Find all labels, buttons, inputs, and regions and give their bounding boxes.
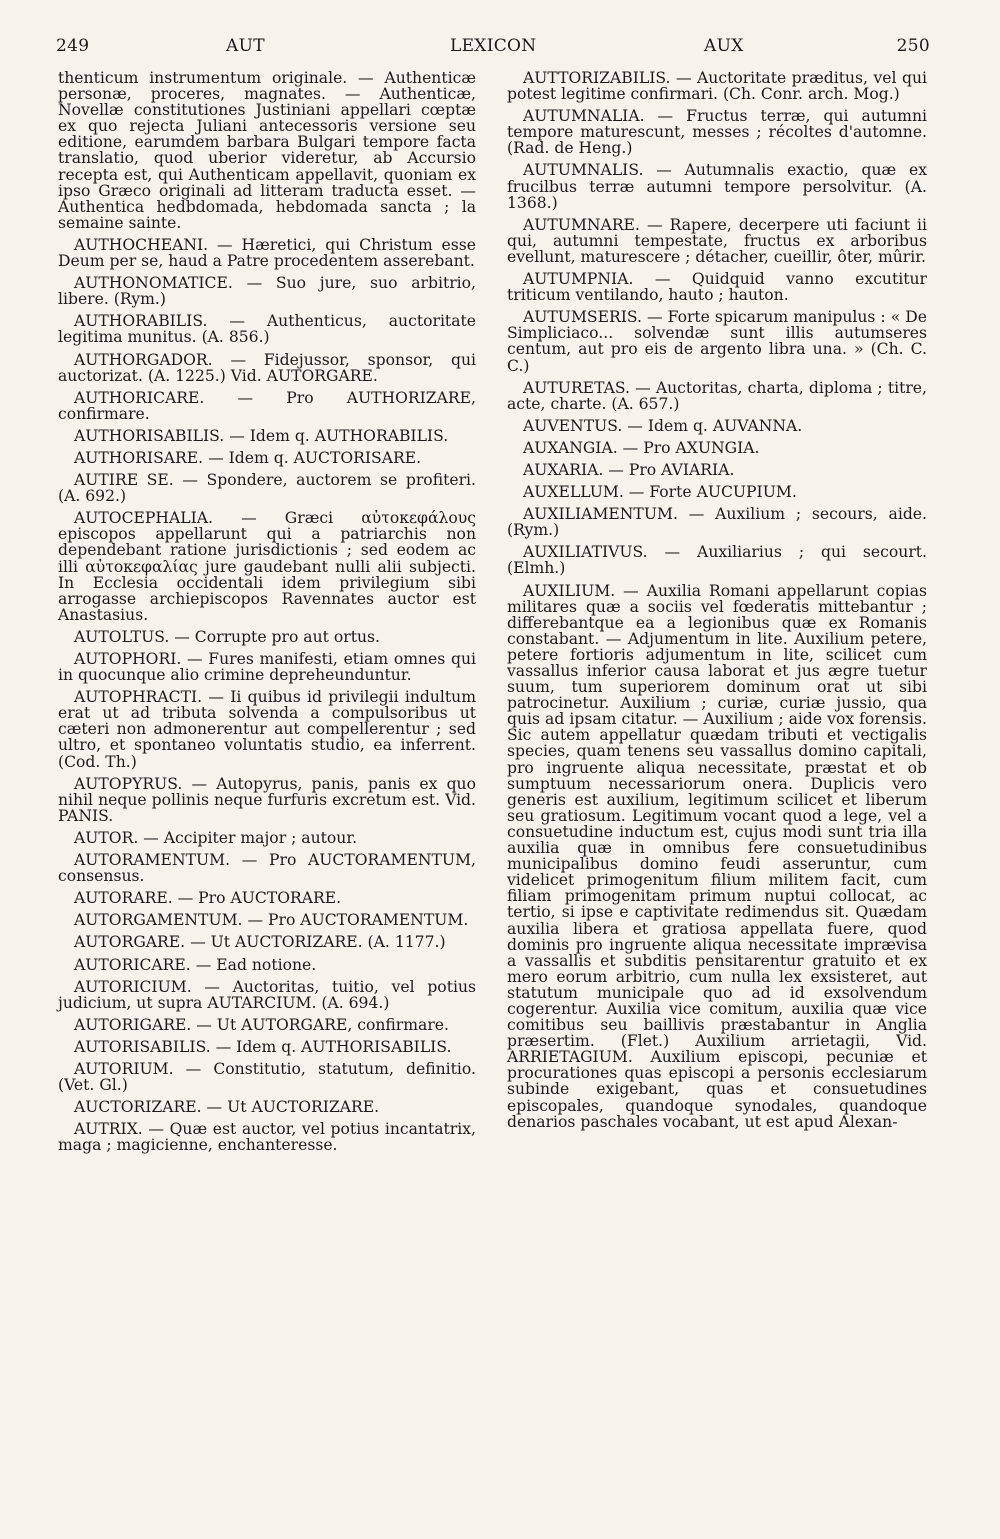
entry: AUTHORGADOR. — Fidejussor, sponsor, qui auctorizat. (A. 1225.) Vid. AUTORGARE. xyxy=(58,350,476,385)
entry: AUTOCEPHALIA. — Græci αὐτοκεφάλους episcopos appellarunt qui a patriarchis non dependebant ratione jurisdictionis ; sed eodem ac illi αὐτοκεφαλίας jure gaudebant nulli alii subjecti. In Ecclesia occidentali idem privilegium sibi arrogasse archiepiscopos Ravennates auctor est Anastasius. xyxy=(58,509,476,624)
entry: AUTORICIUM. — Auctoritas, tuitio, vel potius judicium, ut supra AUTARCIUM. (A. 694.) xyxy=(58,977,476,1012)
entry: AUCTORIZARE. — Ut AUCTORIZARE. xyxy=(74,1098,380,1117)
center-running-title: LEXICON xyxy=(450,36,537,56)
entry: AUTORGAMENTUM. — Pro AUCTORAMENTUM. xyxy=(74,911,469,930)
entry: AUTORGARE. — Ut AUCTORIZARE. (A. 1177.) xyxy=(74,933,446,952)
entry: AUTOPHORI. — Fures manifesti, etiam omnes qui in quocunque alio crimine depreheunduntur. xyxy=(58,650,476,685)
running-head xyxy=(56,36,930,62)
entry: AUXILIAMENTUM. — Auxilium ; secours, aide. (Rym.) xyxy=(507,505,927,540)
entry: AUXARIA. — Pro AVIARIA. xyxy=(523,460,735,479)
entry: AUXILIATIVUS. — Auxiliarius ; qui secourt. (Elmh.) xyxy=(507,543,927,578)
left-running-word: AUT xyxy=(226,36,265,56)
entry: thenticum instrumentum originale. — Authenticæ personæ, proceres, magnates. — Authenticæ, Novellæ constitutiones Justiniani appellari cœptæ ex quo rejecta Juliani antecessoris versione seu editione, earumdem barbara Bulgari tempore facta translatio, quod uberior videretur, ab Accursio recepta est, qui Authenticam appellavit, quoniam ex ipso Græco originali ad litteram traducta esset. — Authentica hedbdomada, hebdomada sancta ; la semaine sainte. xyxy=(58,69,476,232)
entry: AUTUMNALIA. — Fructus terræ, qui autumni tempore maturescunt, messes ; récoltes d'automne. (Rad. de Heng.) xyxy=(507,107,927,158)
entry: AUTORICARE. — Ead notione. xyxy=(74,955,317,974)
entry: AUTHORABILIS. — Authenticus, auctoritate legitima munitus. (A. 856.) xyxy=(58,312,476,347)
entry: AUTUMPNIA. — Quidquid vanno excutitur triticum ventilando, hauto ; hauton. xyxy=(507,270,927,305)
entry: AUVENTUS. — Idem q. AUVANNA. xyxy=(523,416,803,435)
entry: AUXELLUM. — Forte AUCUPIUM. xyxy=(523,483,797,502)
entry: AUTHORICARE. — Pro AUTHORIZARE, confirmare. xyxy=(58,388,476,423)
entry: AUTORAMENTUM. — Pro AUCTORAMENTUM, consensus. xyxy=(58,851,476,886)
left-column xyxy=(58,70,476,1159)
entry: AUTUMNALIS. — Autumnalis exactio, quæ ex frucilbus terræ autumni tempore persolvitur. (A. 1368.) xyxy=(507,161,927,212)
entry: AUTRIX. — Quæ est auctor, vel potius incantatrix, maga ; magicienne, enchanteresse. xyxy=(58,1120,476,1155)
entry: AUXILIUM. — Auxilia Romani appellarunt copias militares quæ a sociis vel fœderatis mittebantur ; differebantque ea a legionibus quæ ex Romanis constabant. — Adjumentum in lite. Auxilium petere, petere fortioris adjumentum in lite, scilicet cum vassallus inferior causa laborat et jus ægre tuetur suum, tum superiorem dominum orat ut sibi patrocinetur. Auxilium ; curiæ, curiæ jussio, qua quis ad ipsam citatur. — Auxilium ; aide vox forensis. Sic autem appellatur quædam tributi et vectigalis species, quam tenens seu vassallus domino capitali, pro ingruente aliqua necessitate, præstat et ob sumptuum necessariorum onera. Duplicis vero generis est auxilium, legitimum scilicet et liberum seu gratiosum. Legitimum vocant quod a lege, vel a consuetudine inductum est, cujus modi sunt tria illa auxilia quæ in omnibus fere consuetudinibus municipalibus domino feudi asseruntur, cum videlicet primogenitum filium militem facit, cum filiam primogenitam primum nuptui collocat, ac tertio, si ipse e captivitate redimendus sit. Quædam auxilia libera et gratiosa appellata fuere, quod dominis pro ingruente aliqua necessitate imprævisa a vassallis et subditis pensitarentur gratuito et ex mero eorum arbitrio, cum nulla lex exsisteret, aut statutum municipale quo ad id exsolvendum cogerentur. Auxilia vice comitum, auxilia quæ vice comitibus seu baillivis præstabantur in Anglia præsertim. (Flet.) Auxilium arrietagii, Vid. ARRIETAGIUM. Auxilium episcopi, pecuniæ et procurationes quas episcopi a personis ecclesiarum subinde exigebant, quas et consuetudines episcopales, quandoque synodales, quandoque denarios paschales vocabant, ut est apud Alexan- xyxy=(507,581,927,1131)
entry: AUTORIGARE. — Ut AUTORGARE, confirmare. xyxy=(74,1015,449,1034)
entry: AUTTORIZABILIS. — Auctoritate præditus, vel qui potest legitime confirmari. (Ch. Conr. arch. Mog.) xyxy=(507,69,927,104)
entry: AUTHONOMATICE. — Suo jure, suo arbitrio, libere. (Rym.) xyxy=(58,274,476,309)
entry: AUTHORISABILIS. — Idem q. AUTHORABILIS. xyxy=(74,426,449,445)
left-page-number: 249 xyxy=(56,36,90,56)
right-column xyxy=(507,70,927,1136)
entry: AUTORISABILIS. — Idem q. AUTHORISABILIS. xyxy=(74,1037,452,1056)
entry: AUTOR. — Accipiter major ; autour. xyxy=(74,828,358,847)
right-running-word: AUX xyxy=(704,36,744,56)
entry: AUXANGIA. — Pro AXUNGIA. xyxy=(523,438,760,457)
entry: AUTHOCHEANI. — Hæretici, qui Christum esse Deum per se, haud a Patre procedentem asserebant. xyxy=(58,235,476,271)
entry: AUTIRE SE. — Spondere, auctorem se profiteri. (A. 692.) xyxy=(58,471,476,506)
entry: AUTOPYRUS. — Autopyrus, panis, panis ex quo nihil neque pollinis neque furfuris excretum est. Vid. PANIS. xyxy=(58,774,476,825)
entry: AUTOPHRACTI. — Ii quibus id privilegii indultum erat ut ad tributa solvenda a compulsoribus ut cæteri non admonerentur aut compellerentur ; sed ultro, et spontaneo voluntatis studio, ea inferrent. (Cod. Th.) xyxy=(58,688,476,771)
entry: AUTORIUM. — Constitutio, statutum, definitio. (Vet. Gl.) xyxy=(58,1059,476,1095)
entry: AUTUMNARE. — Rapere, decerpere uti faciunt ii qui, autumni tempestate, fructus ex arboribus evellunt, maturescere ; détacher, cueillir, ôter, mûrir. xyxy=(507,215,927,266)
right-page-number: 250 xyxy=(896,36,930,56)
entry: AUTHORISARE. — Idem q. AUCTORISARE. xyxy=(74,448,422,467)
entry: AUTOLTUS. — Corrupte pro aut ortus. xyxy=(74,627,380,646)
entry: AUTORARE. — Pro AUCTORARE. xyxy=(74,889,342,908)
entry: AUTUMSERIS. — Forte spicarum manipulus : « De Simpliciaco... solvendæ sunt illis autumseres centum, aut pro eis de argento libra una. » (Ch. C. C.) xyxy=(507,308,927,375)
entry: AUTURETAS. — Auctoritas, charta, diploma ; titre, acte, charte. (A. 657.) xyxy=(507,378,927,413)
